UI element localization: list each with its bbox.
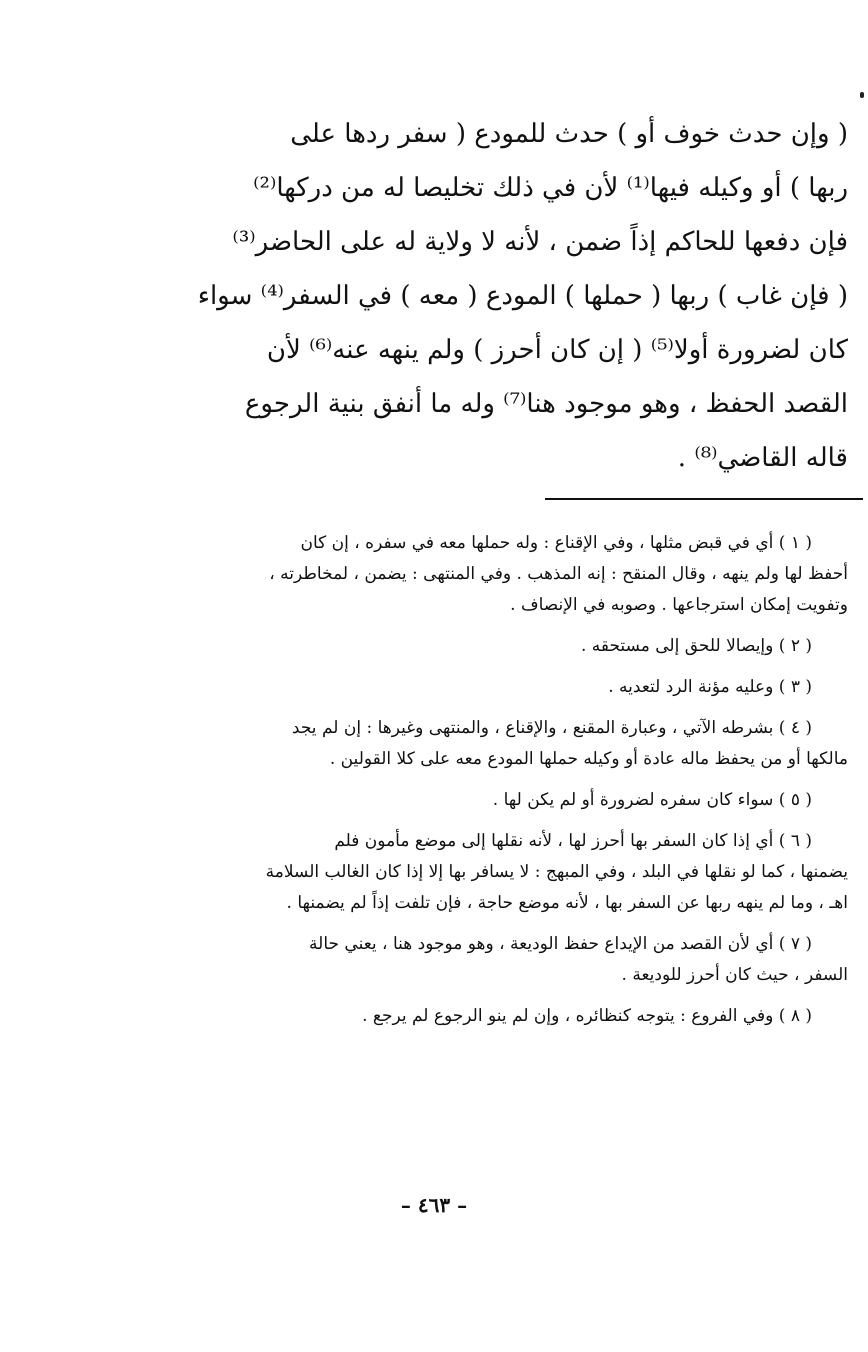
footnote-4 <box>128 713 848 775</box>
footnote-line: السفر ، حيث كان أحرز للوديعة . <box>621 965 848 985</box>
footnote-line: ( ١ ) أي في قبض مثلها ، وفي الإقناع : وله حملها معه في سفره ، إن كان <box>300 533 812 553</box>
footnote-line: ( ٧ ) أي لأن القصد من الإيداع حفظ الوديعة ، وهو موجود هنا ، يعني حالة <box>309 934 812 954</box>
footnotes-block <box>128 528 848 1042</box>
footnote-line: اهـ ، وما لم ينهه ربها عن السفر بها ، لأنه موضع حاجة ، فإن تلفت إذاً لم يضمنها . <box>286 893 848 913</box>
footnote-3 <box>128 672 848 703</box>
footnote-line: ( ٥ ) سواء كان سفره لضرورة أو لم يكن لها . <box>492 790 812 810</box>
footnote-line: أحفظ لها ولم ينهه ، وقال المنقح : إنه المذهب . وفي المنتهى : يضمن ، لمخاطرته ، <box>269 564 848 584</box>
page-number: – ٤٦٣ – <box>400 1193 468 1217</box>
footnote-line: ( ٦ ) أي إذا كان السفر بها أحرز لها ، لأنه نقلها إلى موضع مأمون فلم <box>334 831 812 851</box>
footnote-7 <box>128 929 848 991</box>
page-edge-mark <box>860 92 864 98</box>
footnote-1 <box>128 528 848 621</box>
main-text-line: ربها ) أو وكيله فيها⁽¹⁾ لأن في ذلك تخليصا له من دركها⁽²⁾ <box>253 173 848 203</box>
footnote-line: وتفويت إمكان استرجاعها . وصوبه في الإنصاف . <box>510 595 848 615</box>
footnote-line: يضمنها ، كما لو نقلها في البلد ، وفي المبهج : لا يسافر بها إلا إذا كان الغالب السلامة <box>265 862 848 882</box>
main-text-line: فإن دفعها للحاكم إذاً ضمن ، لأنه لا ولاية له على الحاضر⁽³⁾ <box>232 227 848 257</box>
footnote-line: مالكها أو من يحفظ ماله عادة أو وكيله حملها المودع معه على كلا القولين . <box>329 749 848 769</box>
footnote-8 <box>128 1001 848 1032</box>
main-text-line: قاله القاضي⁽⁸⁾ . <box>677 443 848 473</box>
footnote-5 <box>128 785 848 816</box>
footnote-2 <box>128 631 848 662</box>
main-text-block <box>128 107 848 485</box>
footnote-6 <box>128 826 848 919</box>
main-text-line: ( فإن غاب ) ربها ( حملها ) المودع ( معه ) في السفر⁽⁴⁾ سواء <box>197 281 848 311</box>
main-text-line: كان لضرورة أولا⁽⁵⁾ ( إن كان أحرز ) ولم ينهه عنه⁽⁶⁾ لأن <box>266 335 848 365</box>
footnote-divider <box>545 498 863 500</box>
footnote-line: ( ٤ ) بشرطه الآتي ، وعبارة المقنع ، والإقناع ، والمنتهى وغيرها : إن لم يجد <box>291 718 812 738</box>
main-text-line: القصد الحفظ ، وهو موجود هنا⁽⁷⁾ وله ما أنفق بنية الرجوع <box>244 389 848 419</box>
footnote-line: ( ٢ ) وإيصالا للحق إلى مستحقه . <box>580 636 812 656</box>
footnote-line: ( ٨ ) وفي الفروع : يتوجه كنظائره ، وإن لم ينو الرجوع لم يرجع . <box>362 1006 812 1026</box>
footnote-line: ( ٣ ) وعليه مؤنة الرد لتعديه . <box>608 677 812 697</box>
main-text-line: ( وإن حدث خوف أو ) حدث للمودع ( سفر ردها على <box>290 119 848 149</box>
